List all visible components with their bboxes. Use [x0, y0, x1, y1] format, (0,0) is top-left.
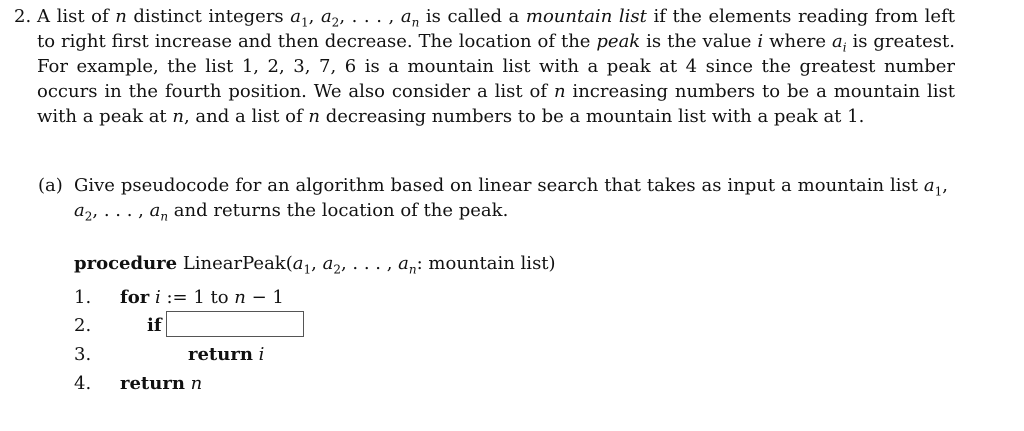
line-body — [188, 342, 264, 367]
problem-statement: A list of n distinct integers $a_1$, $a_2$, . . . , $a_n$ is called a mountain list if the elements reading from left to right first increase and then decrease. The location of the peak is the value i where $a_i$ is greatest. For example, the list 1, 2, 3, 7, 6 is a mountain list with a peak at 4 since the greatest number occurs in the fourth position. We also consider a list of n increasing numbers to be a mountain list with a peak at n, and a list of n decreasing numbers to be a mountain list with a peak at 1. — [37, 6, 956, 127]
return-keyword: return — [188, 344, 253, 365]
condition-answer-box[interactable] — [166, 311, 304, 337]
part-a-label: (a) — [38, 175, 63, 196]
line-body — [120, 371, 202, 396]
line-number: 2. — [74, 315, 92, 336]
problem-number: 2. — [14, 6, 32, 27]
return-value: i — [258, 344, 265, 365]
return-keyword: return — [120, 373, 185, 394]
line-body — [120, 285, 284, 310]
procedure-signature: $LinearPeak(a_1$, $a_2$, . . . , $a_n$: mountain list) — [177, 253, 556, 277]
for-keyword: for — [120, 287, 150, 308]
return-value: n — [190, 373, 203, 394]
line-number: 1. — [74, 287, 92, 308]
for-range: i := 1 to n − 1 — [154, 287, 284, 308]
part-a-question: Give pseudocode for an algorithm based on linear search that takes as input a mountain list $a_1$, $a_2$, . . . , $a_n$ and returns the location of the peak. — [74, 175, 948, 224]
if-keyword: if — [147, 315, 162, 336]
procedure-keyword: procedure — [74, 253, 178, 274]
line-number: 4. — [74, 373, 92, 394]
procedure-header — [74, 251, 556, 276]
line-body — [147, 313, 304, 339]
line-number: 3. — [74, 344, 92, 365]
